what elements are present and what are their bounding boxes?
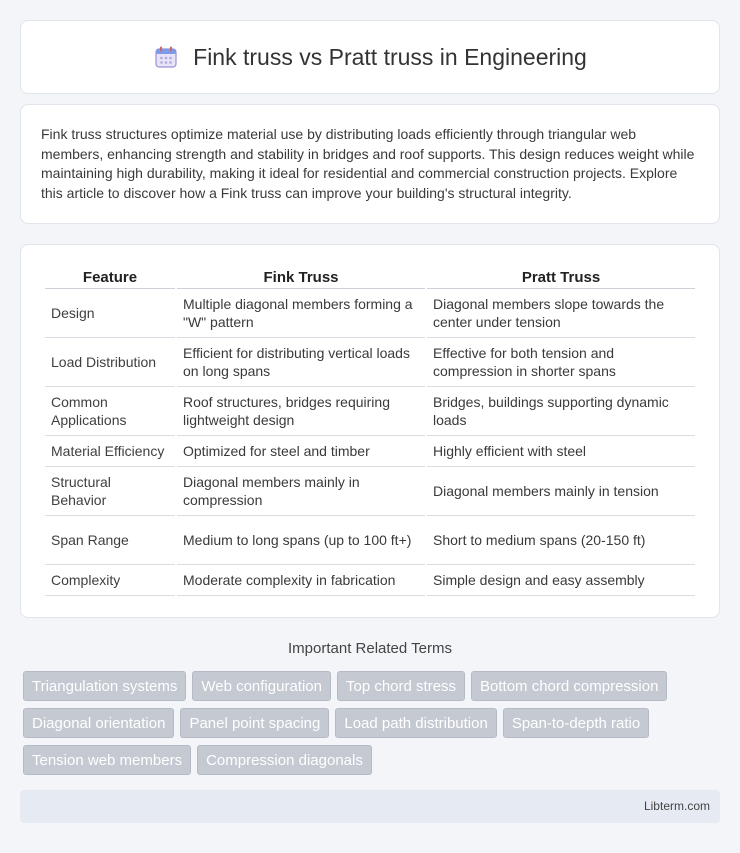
related-term-tag[interactable]: Compression diagonals bbox=[197, 745, 372, 775]
header-feature: Feature bbox=[45, 267, 175, 289]
related-term-tag[interactable]: Triangulation systems bbox=[23, 671, 186, 701]
table-row bbox=[45, 289, 695, 338]
row-pratt: Bridges, buildings supporting dynamic loads bbox=[427, 387, 695, 436]
related-term-tag[interactable]: Panel point spacing bbox=[180, 708, 329, 738]
row-fink: Optimized for steel and timber bbox=[177, 436, 425, 467]
row-fink: Diagonal members mainly in compression bbox=[177, 467, 425, 516]
row-fink: Medium to long spans (up to 100 ft+) bbox=[177, 516, 425, 565]
table-header-row bbox=[45, 267, 695, 289]
row-feature: Material Efficiency bbox=[45, 436, 175, 467]
header-fink-truss: Fink Truss bbox=[177, 267, 425, 289]
header-card bbox=[20, 20, 720, 94]
row-fink: Multiple diagonal members forming a "W" pattern bbox=[177, 289, 425, 338]
related-term-tag[interactable]: Web configuration bbox=[192, 671, 331, 701]
intro-text: Fink truss structures optimize material use by distributing loads efficiently through triangular web members, enhancing strength and stability in bridges and roof supports. This design reduces weight while maintaining high durability, making it ideal for residential and commercial construction projects. Explore this article to discover how a Fink truss can improve your building's structural integrity. bbox=[41, 126, 695, 201]
header-pratt-truss: Pratt Truss bbox=[427, 267, 695, 289]
row-feature: Common Applications bbox=[45, 387, 175, 436]
table-row bbox=[45, 565, 695, 596]
table-row bbox=[45, 338, 695, 387]
row-pratt: Short to medium spans (20-150 ft) bbox=[427, 516, 695, 565]
footer-site-link[interactable]: Libterm.com bbox=[643, 799, 710, 813]
related-term-tag[interactable]: Span-to-depth ratio bbox=[503, 708, 649, 738]
table-row bbox=[45, 387, 695, 436]
related-terms-title: Important Related Terms bbox=[288, 640, 452, 657]
comparison-table bbox=[43, 267, 697, 596]
row-fink: Efficient for distributing vertical loads on long spans bbox=[177, 338, 425, 387]
related-term-tag[interactable]: Tension web members bbox=[23, 745, 191, 775]
related-term-tag[interactable]: Load path distribution bbox=[335, 708, 496, 738]
row-feature: Load Distribution bbox=[45, 338, 175, 387]
row-fink: Roof structures, bridges requiring lightweight design bbox=[177, 387, 425, 436]
row-pratt: Effective for both tension and compression in shorter spans bbox=[427, 338, 695, 387]
page-title: Fink truss vs Pratt truss in Engineering bbox=[193, 43, 587, 70]
related-terms-list bbox=[23, 671, 723, 775]
related-term-tag[interactable]: Diagonal orientation bbox=[23, 708, 174, 738]
row-feature: Complexity bbox=[45, 565, 175, 596]
related-term-tag[interactable]: Top chord stress bbox=[337, 671, 465, 701]
comparison-table-card bbox=[20, 244, 720, 618]
row-pratt: Highly efficient with steel bbox=[427, 436, 695, 467]
row-feature: Structural Behavior bbox=[45, 467, 175, 516]
footer bbox=[20, 790, 720, 823]
intro-card bbox=[20, 104, 720, 224]
table-row bbox=[45, 467, 695, 516]
row-feature: Span Range bbox=[45, 516, 175, 565]
row-fink: Moderate complexity in fabrication bbox=[177, 565, 425, 596]
table-row bbox=[45, 516, 695, 565]
row-pratt: Simple design and easy assembly bbox=[427, 565, 695, 596]
row-pratt: Diagonal members mainly in tension bbox=[427, 467, 695, 516]
related-term-tag[interactable]: Bottom chord compression bbox=[471, 671, 667, 701]
title-wrap bbox=[153, 44, 587, 71]
row-feature: Design bbox=[45, 289, 175, 338]
calendar-icon bbox=[153, 44, 179, 70]
table-row bbox=[45, 436, 695, 467]
row-pratt: Diagonal members slope towards the center under tension bbox=[427, 289, 695, 338]
